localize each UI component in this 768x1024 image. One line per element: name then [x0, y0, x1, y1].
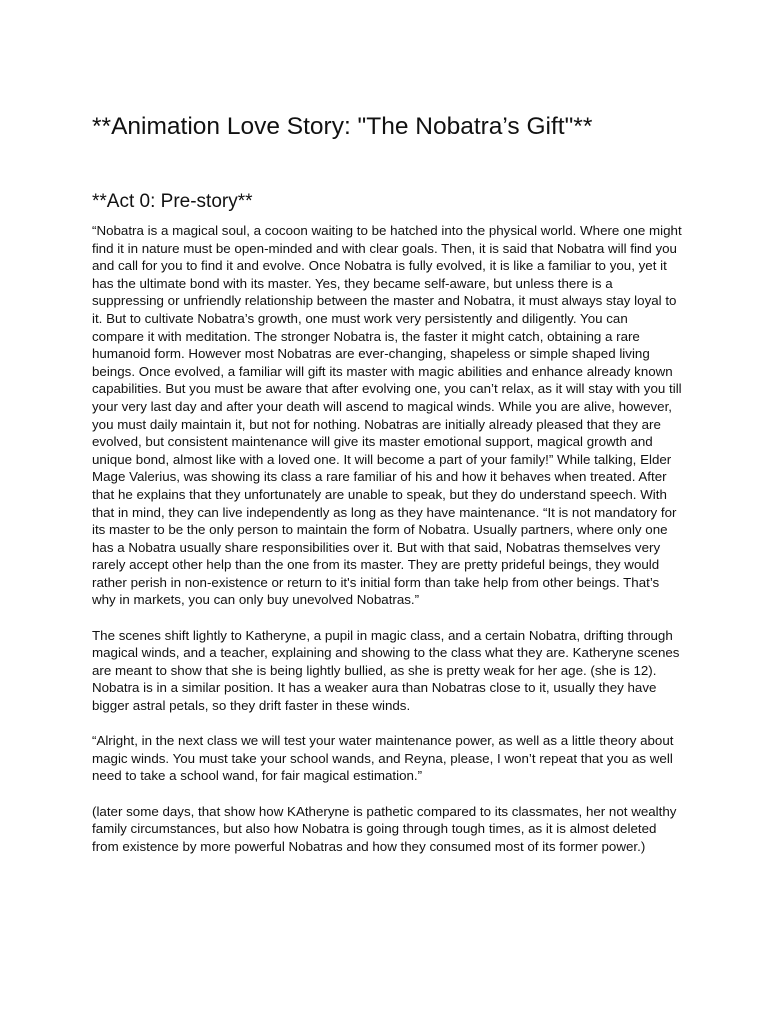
paragraph-4: (later some days, that show how KAtheryne is pathetic compared to its classmates, her not wealthy family circumstances, but also how Nobatra is going through tough times, as it is almost deleted from existence by more powerful Nobatras and how they consumed most of its former power.)	[92, 803, 677, 854]
paragraph-1: “Nobatra is a magical soul, a cocoon waiting to be hatched into the physical world. Where one might find it in nature must be open-minded and with clear goals. Then, it is said that Nobatra will find you and call for you to find it and evolve. Once Nobatra is fully evolved, it is like a familiar to you, yet it has the ultimate bond with its master. Yes, they became self-aware, but unless there is a suppressing or unfriendly relationship between the master and Nobatra, it must always stay loyal to it. But to cultivate Nobatra’s growth, one must work very persistently and diligently. You can compare it with meditation. The stronger Nobatra is, the faster it might catch, obtaining a rare humanoid form. However most Nobatras are ever-changing, shapeless or simple shaped living beings. Once evolved, a familiar will gift its master with magic abilities and enhance already known capabilities. But you must be aware that after evolving one, you can’t relax, as it will stay with you till your very last day and after your death will ascend to magical winds. While you are alive, however, you must daily maintain it, but not for nothing. Nobatras are initially already pleased that they are evolved, but consistent maintenance will give its master emotional support, magical growth and unique bond, almost like with a loved one. It will become a part of your family!” While talking, Elder Mage Valerius, was showing its class a rare familiar of his and how it behaves when treated. After that he explains that they unfortunately are unable to speak, but they do understand speech. With that in mind, they can live independently as long as they have maintenance. “It is not mandatory for its master to be the only person to maintain the form of Nobatra. Usually partners, where only one has a Nobatra usually share responsibilities over it. But with that said, Nobatras themselves very rarely accept other help than the one from its master. They are pretty prideful beings, they would rather perish in non-existence or return to it's initial form than take help from other beings. That’s why in markets, you can only buy unevolved Nobatras.”	[92, 223, 682, 608]
document-title: **Animation Love Story: "The Nobatra’s Gift"**	[92, 113, 593, 140]
document-body	[92, 222, 682, 873]
paragraph-3: “Alright, in the next class we will test your water maintenance power, as well as a little theory about magic winds. You must take your school wands, and Reyna, please, I won’t repeat that you as well need to take a school wand, for fair magical estimation.”	[92, 733, 674, 784]
paragraph-2: The scenes shift lightly to Katheryne, a pupil in magic class, and a certain Nobatra, drifting through magical winds, and a teacher, explaining and showing to the class what they are. Katheryne scenes are meant to show that she is being lightly bullied, as she is pretty weak for her age. (she is 12). Nobatra is in a similar position. It has a weaker aura than Nobatras close to it, usually they have bigger astral petals, so they drift faster in these winds.	[92, 627, 680, 714]
section-heading: **Act 0: Pre-story**	[92, 191, 253, 212]
